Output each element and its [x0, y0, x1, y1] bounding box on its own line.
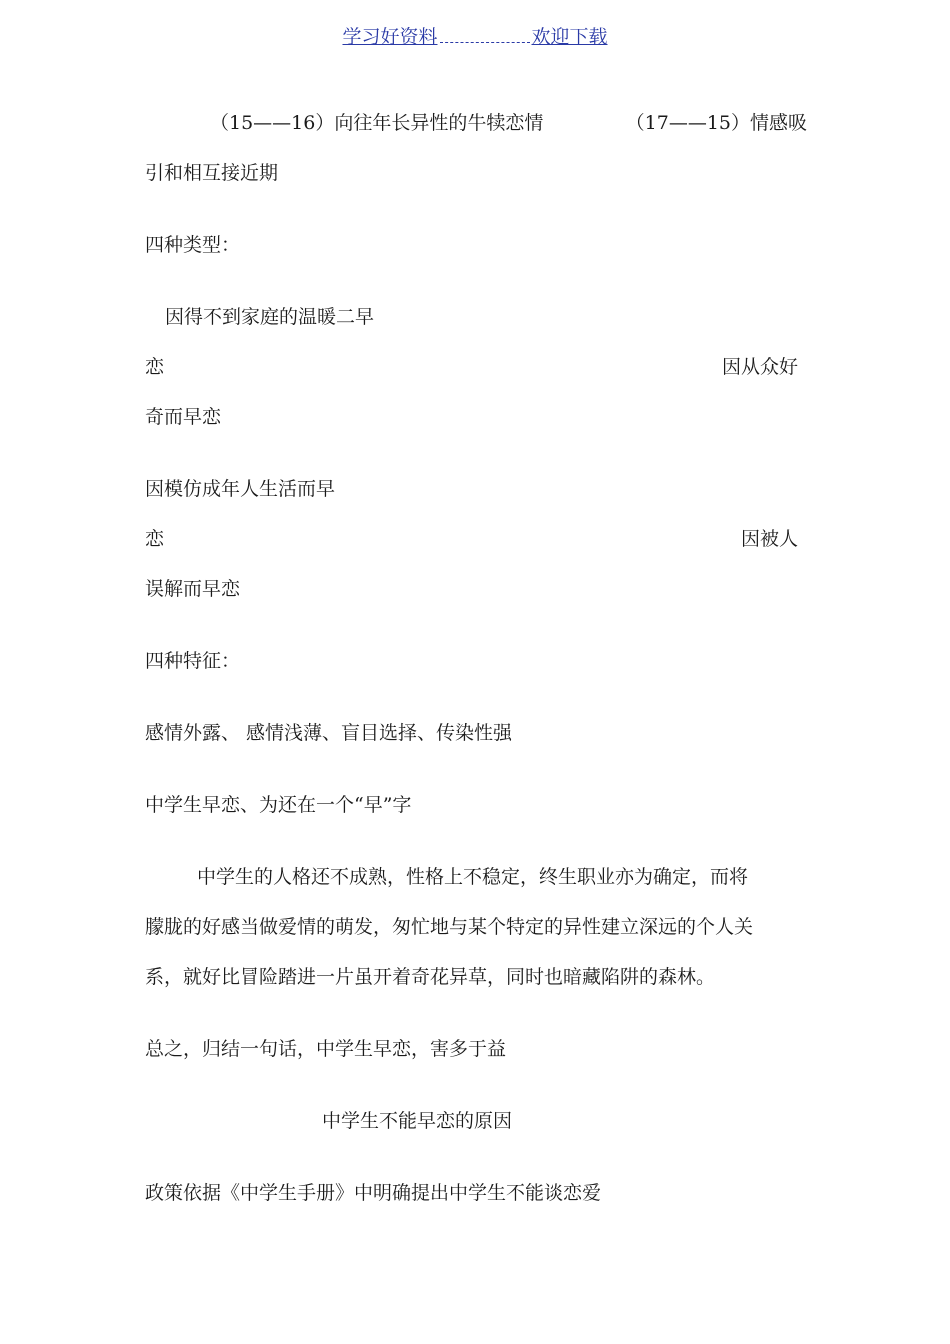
type-4-continued: 误解而早恋: [145, 578, 241, 600]
stage-b-text: （17——15）情感吸: [625, 112, 807, 134]
early-heading: 中学生早恋、为还在一个“早”字: [145, 794, 412, 816]
features-text: 感情外露、 感情浅薄、盲目选择、传染性强: [145, 722, 513, 744]
page-header: [0, 22, 950, 49]
type-4-text: 因被人: [740, 528, 798, 550]
paragraph-line-2: 朦胧的好感当做爱情的萌发，匆忙地与某个特定的异性建立深远的个人关: [145, 916, 754, 938]
paragraph-line-3: 系，就好比冒险踏进一片虽开着奇花异草，同时也暗藏陷阱的森林。: [145, 966, 716, 988]
types-heading: 四种类型：: [145, 234, 241, 256]
paragraph-line-1: 中学生的人格还不成熟，性格上不稳定，终生职业亦为确定，而将: [197, 866, 749, 888]
header-right-link[interactable]: 欢迎下载: [531, 26, 608, 48]
stage-a-text: （15——16）向往年长异性的牛犊恋情: [210, 112, 544, 134]
policy-text: 政策依据《中学生手册》中明确提出中学生不能谈恋爱: [145, 1182, 602, 1204]
summary-text: 总之，归结一句话，中学生早恋，害多于益: [145, 1038, 507, 1060]
type-2-continued: 奇而早恋: [145, 406, 222, 428]
type-3-continued: 恋: [145, 528, 165, 550]
type-3-text: 因模仿成年人生活而早: [145, 478, 336, 500]
type-2-text: 因从众好: [721, 356, 798, 378]
type-1-text: 因得不到家庭的温暖二早: [165, 306, 375, 328]
type-1-continued: 恋: [145, 356, 165, 378]
features-heading: 四种特征：: [145, 650, 241, 672]
stage-b-continued: 引和相互接近期: [145, 162, 279, 184]
section-title: 中学生不能早恋的原因: [322, 1110, 513, 1132]
header-divider: [440, 28, 530, 43]
header-left-link[interactable]: 学习好资料: [342, 26, 438, 48]
